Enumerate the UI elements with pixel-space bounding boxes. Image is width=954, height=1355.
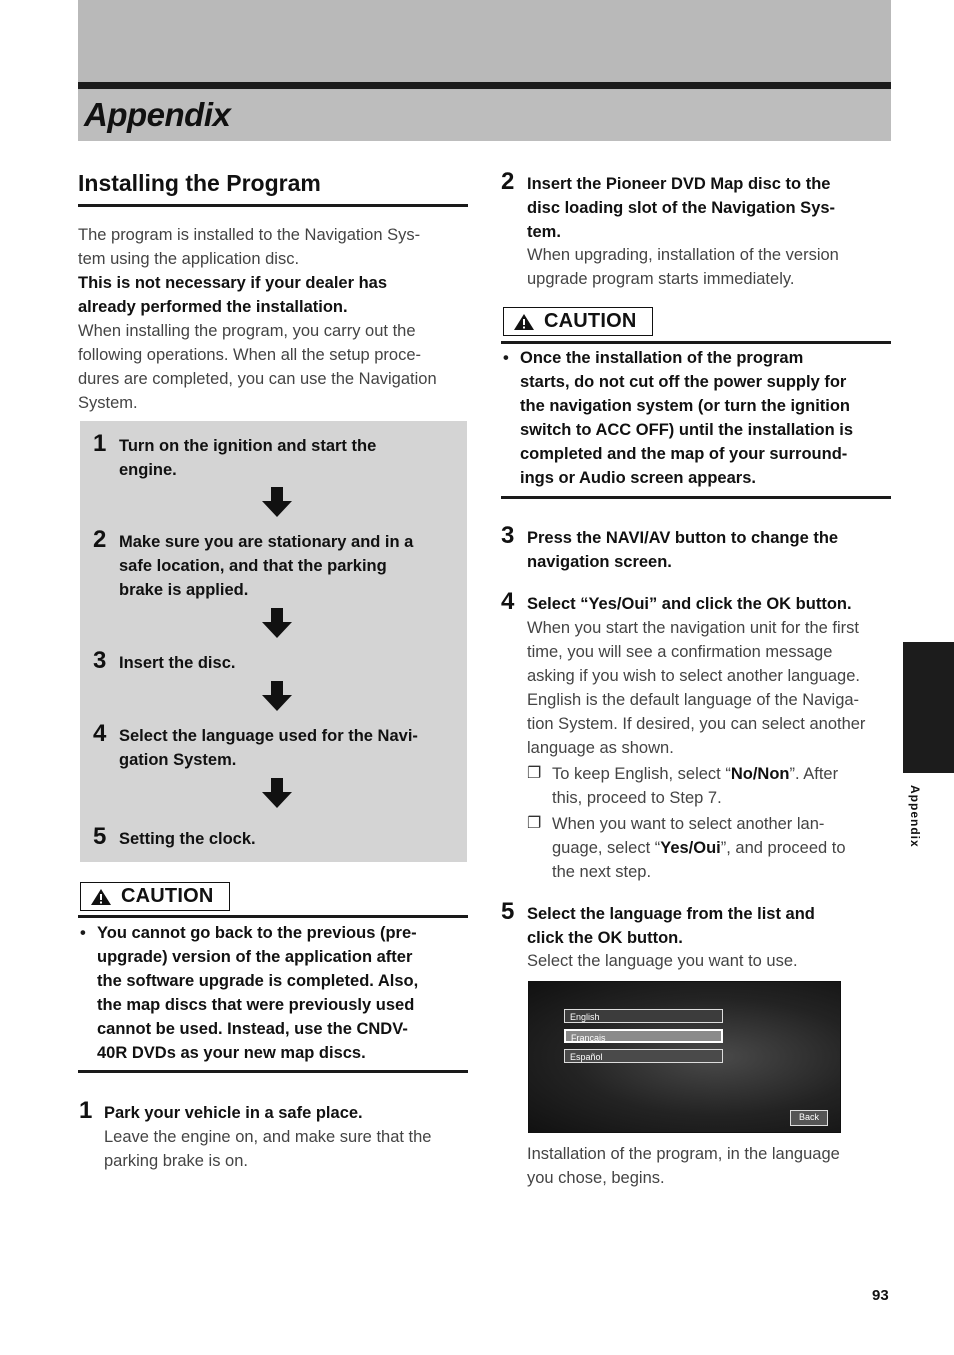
section-rule [78,204,468,207]
caution-top-rule [78,915,468,918]
header-rule [78,82,891,89]
step-title: Select “Yes/Oui” and click the OK button. [527,595,852,613]
body-text: When installing the program, you carry out the following operations. When all the setup proce- dures are completed, you can use the Navigation System. [78,322,437,412]
step-description: Leave the engine on, and make sure that the parking brake is on. [104,1128,432,1170]
step-description: When you start the navigation unit for the first time, you will see a confirmation message asking if you wish to select another language. English is the default language of the Naviga- tion System. If desired, you can select another language as shown. [527,619,866,757]
flow-step-text: Insert the disc. [119,654,236,672]
side-tab-label: Appendix [908,785,922,848]
step-title: Park your vehicle in a safe place. [104,1104,363,1122]
side-tab [903,642,954,773]
caution-text: You cannot go back to the previous (pre- upgrade) version of the application after the software upgrade is completed. Also, the map discs that were previously used cannot be used. Instead, use the CNDV- 40R DVDs as your new map discs. [97,924,419,1062]
bullet: • [80,924,86,942]
flow-step-number: 4 [93,720,107,747]
checkbox-bullet-icon: ❐ [527,765,542,782]
flow-step-text: Select the language used for the Navi- gation System. [119,727,418,769]
caution-label-box [80,882,230,911]
caution-label: CAUTION [544,310,637,332]
warning-triangle-icon [90,888,112,906]
flow-step-number: 1 [93,430,107,457]
caution-label: CAUTION [121,885,214,907]
down-arrow-icon [262,681,292,711]
language-select-screenshot [528,981,841,1133]
step-number: 5 [501,898,515,925]
caution-bottom-rule [78,1070,468,1073]
step-title: Select the language from the list and click the OK button. [527,905,815,947]
flow-step-number: 2 [93,526,107,553]
caution-label-box [503,307,653,336]
closing-text: Installation of the program, in the language you chose, begins. [527,1145,840,1187]
header-band [78,0,891,82]
step-number: 2 [501,168,515,195]
down-arrow-icon [262,608,292,638]
checkbox-bullet-icon: ❐ [527,815,542,832]
caution-text: Once the installation of the program starts, do not cut off the power supply for the navigation system (or turn the ignition switch to ACC OFF) until the installation is completed and the map of your surround- ings or Audio screen appears. [520,349,854,487]
warning-triangle-icon [513,313,535,331]
flow-step-text: Setting the clock. [119,830,256,848]
back-button[interactable]: Back [790,1110,828,1126]
language-item[interactable]: Español [564,1049,723,1063]
step-description: Select the language you want to use. [527,952,798,970]
step-number: 1 [79,1097,93,1124]
flow-step-text: Make sure you are stationary and in a safe location, and that the parking brake is applied. [119,533,414,599]
step-number: 4 [501,588,515,615]
page-title: Appendix [84,96,231,133]
caution-bottom-rule [501,496,891,499]
down-arrow-icon [262,487,292,517]
flow-step-number: 5 [93,823,107,850]
step-description: When upgrading, installation of the version upgrade program starts immediately. [527,246,839,288]
flow-step-text: Turn on the ignition and start the engine. [119,437,377,479]
step-number: 3 [501,522,515,549]
language-item-selected[interactable]: Français [564,1029,723,1043]
section-title: Installing the Program [78,170,321,196]
sub-item: When you want to select another lan- guage, select “Yes/Oui”, and proceed to the next step. [552,815,846,881]
language-item[interactable]: English [564,1009,723,1023]
flow-step-number: 3 [93,647,107,674]
caution-top-rule [501,341,891,344]
sub-item: To keep English, select “No/Non”. After this, proceed to Step 7. [552,765,839,807]
down-arrow-icon [262,778,292,808]
bullet: • [503,349,509,367]
intro-text: The program is installed to the Navigation Sys- tem using the application disc. [78,226,421,268]
page-number: 93 [872,1287,889,1304]
step-title: Insert the Pioneer DVD Map disc to the disc loading slot of the Navigation Sys- tem. [527,175,836,241]
dealer-note: This is not necessary if your dealer has already performed the installation. [78,274,388,316]
step-title: Press the NAVI/AV button to change the navigation screen. [527,529,839,571]
